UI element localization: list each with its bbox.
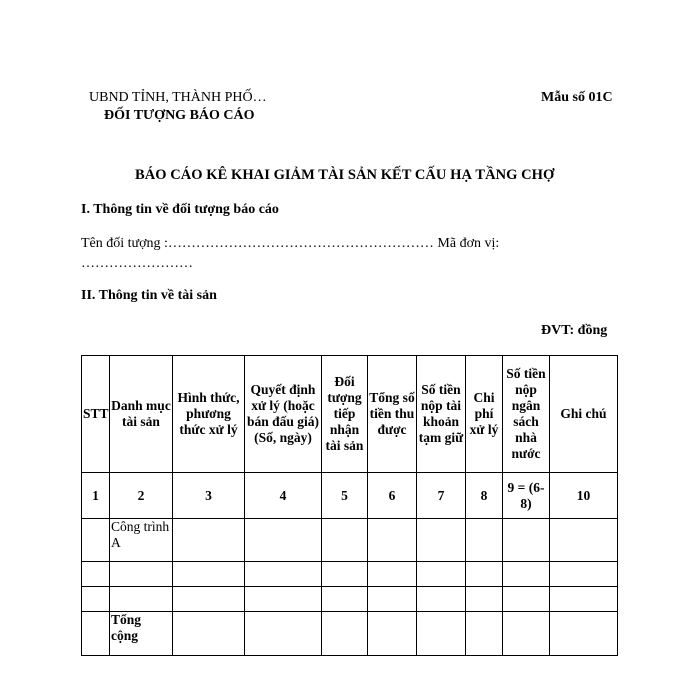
table-cell (245, 562, 322, 587)
table-cell (368, 612, 417, 656)
asset-item-label: Công trình A (110, 519, 173, 562)
table-cell (82, 587, 110, 612)
table-cell (173, 587, 245, 612)
table-cell (550, 519, 618, 562)
table-cell (82, 612, 110, 656)
entity-name-line: Tên đối tượng :………………………………………………… Mã đơn vị: (81, 236, 500, 251)
table-cell (503, 612, 550, 656)
table-cell (173, 612, 245, 656)
table-cell (368, 562, 417, 587)
form-number: Mẫu số 01C (541, 90, 613, 105)
table-cell (550, 562, 618, 587)
column-number: 5 (322, 473, 368, 519)
column-number: 4 (245, 473, 322, 519)
column-header-notes: Ghi chú (550, 356, 618, 473)
asset-item-label (110, 587, 173, 612)
table-row (82, 587, 618, 612)
asset-report-table (81, 355, 618, 656)
table-cell (173, 562, 245, 587)
section-1-heading: I. Thông tin về đối tượng báo cáo (81, 202, 279, 217)
table-cell (503, 562, 550, 587)
asset-item-label (110, 562, 173, 587)
table-row (82, 562, 618, 587)
total-label: Tổng cộng (110, 612, 173, 656)
table-cell (245, 519, 322, 562)
table-cell (417, 612, 466, 656)
table-cell (245, 587, 322, 612)
column-header-state-budget: Số tiền nộp ngân sách nhà nước (503, 356, 550, 473)
table-cell (550, 587, 618, 612)
column-header-escrow-amount: Số tiền nộp tài khoản tạm giữ (417, 356, 466, 473)
column-header-stt: STT (82, 356, 110, 473)
table-total-row (82, 612, 618, 656)
currency-unit: ĐVT: đồng (541, 323, 608, 338)
table-cell (417, 519, 466, 562)
table-cell (368, 587, 417, 612)
table-cell (466, 519, 503, 562)
column-header-recipient: Đối tượng tiếp nhận tài sản (322, 356, 368, 473)
column-number: 2 (110, 473, 173, 519)
table-row (82, 519, 618, 562)
section-2-heading: II. Thông tin về tài sản (81, 288, 217, 303)
table-cell (550, 612, 618, 656)
column-header-processing-method: Hình thức, phương thức xử lý (173, 356, 245, 473)
table-cell (503, 587, 550, 612)
column-number-row (82, 473, 618, 519)
column-number: 6 (368, 473, 417, 519)
column-number: 8 (466, 473, 503, 519)
column-number: 7 (417, 473, 466, 519)
column-number: 1 (82, 473, 110, 519)
column-header-total-collected: Tổng số tiền thu được (368, 356, 417, 473)
report-subject-line: ĐỐI TƯỢNG BÁO CÁO (104, 108, 255, 123)
table-cell (466, 612, 503, 656)
agency-line: UBND TỈNH, THÀNH PHỐ… (89, 90, 267, 105)
column-header-asset-category: Danh mục tài sản (110, 356, 173, 473)
column-number: 9 = (6-8) (503, 473, 550, 519)
table-cell (322, 587, 368, 612)
table-cell (466, 587, 503, 612)
table-cell (82, 562, 110, 587)
table-cell (322, 612, 368, 656)
table-cell (322, 519, 368, 562)
table-cell (466, 562, 503, 587)
table-cell (245, 612, 322, 656)
table-cell (503, 519, 550, 562)
table-cell (417, 587, 466, 612)
column-number: 3 (173, 473, 245, 519)
document-title: BÁO CÁO KÊ KHAI GIẢM TÀI SẢN KẾT CẤU HẠ TẦNG CHỢ (135, 167, 555, 183)
column-header-decision: Quyết định xử lý (hoặc bán đấu giá) (Số, ngày) (245, 356, 322, 473)
table-cell (322, 562, 368, 587)
table-header-row (82, 356, 618, 473)
table-cell (82, 519, 110, 562)
column-header-processing-cost: Chi phí xử lý (466, 356, 503, 473)
table-cell (417, 562, 466, 587)
table-cell (368, 519, 417, 562)
column-number: 10 (550, 473, 618, 519)
table-cell (173, 519, 245, 562)
unit-code-dots: …………………… (81, 256, 193, 271)
